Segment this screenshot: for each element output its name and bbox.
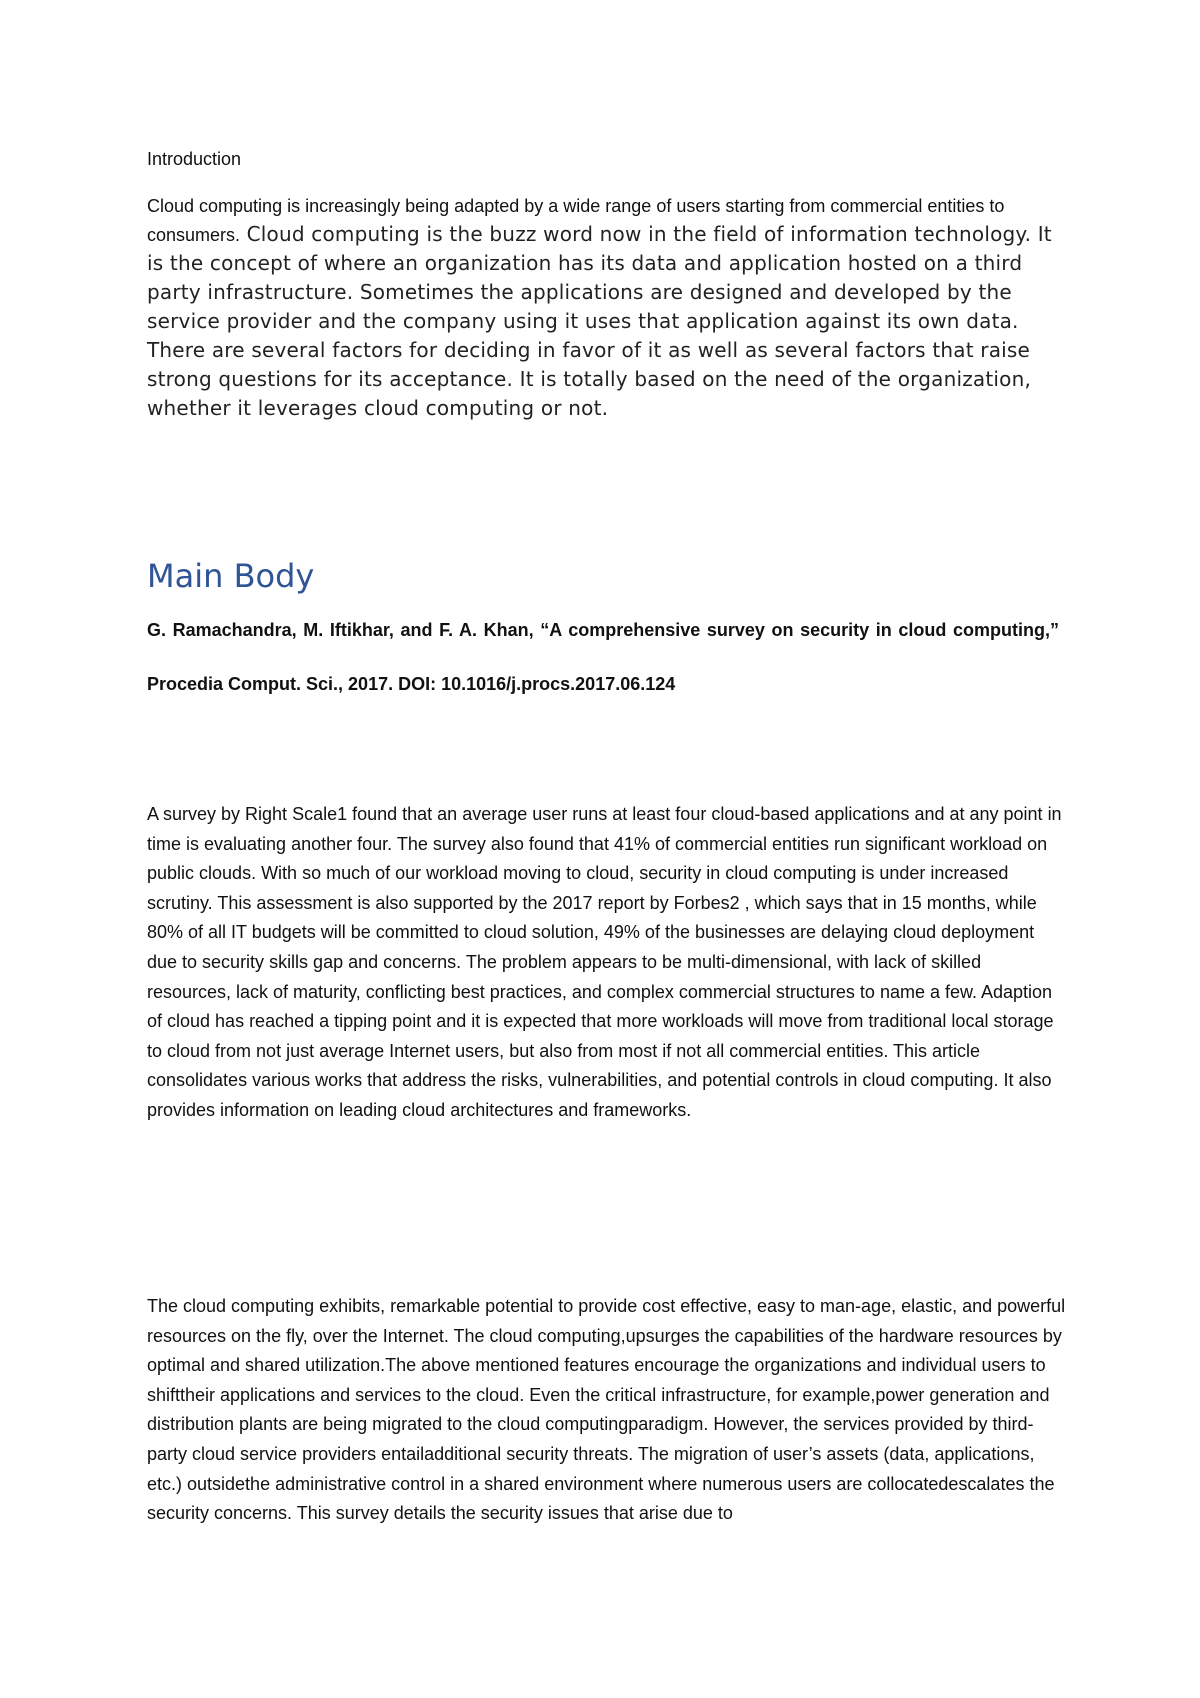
citation-reference: G. Ramachandra, M. Iftikhar, and F. A. Khan, “A comprehensive survey on security in cloud computing,” Procedia Comput. Sci., 2017. DOI: 10.1016/j.procs.2017.06.124 <box>147 620 1059 694</box>
introduction-rest-text: Cloud computing is the buzz word now in the field of information technology. It is the concept of where an organization has its data and application hosted on a third party infrastructure. Sometimes the applications are designed and developed by the service provider and the company using it uses that application against its own data. There are several factors for deciding in favor of it as well as several factors that raise strong questions for its acceptance. It is totally based on the need of the organization, whether it leverages cloud computing or not. <box>147 222 1052 420</box>
introduction-heading: Introduction <box>147 149 242 169</box>
main-body-heading: Main Body <box>147 557 315 595</box>
body-paragraph-1: A survey by Right Scale1 found that an average user runs at least four cloud-based applications and at any point in time is evaluating another four. The survey also found that 41% of commercial entities run significant workload on public clouds. With so much of our workload moving to cloud, security in cloud computing is under increased scrutiny. This assessment is also supported by the 2017 report by Forbes2 , which says that in 15 months, while 80% of all IT budgets will be committed to cloud solution, 49% of the businesses are delaying cloud deployment due to security skills gap and concerns. The problem appears to be multi-dimensional, with lack of skilled resources, lack of maturity, conflicting best practices, and complex commercial structures to name a few. Adaption of cloud has reached a tipping point and it is expected that more workloads will move from traditional local storage to cloud from not just average Internet users, but also from most if not all commercial entities. This article consolidates various works that address the risks, vulnerabilities, and potential controls in cloud computing. It also provides information on leading cloud architectures and frameworks. <box>147 804 1062 1120</box>
introduction-paragraph <box>147 192 1067 423</box>
introduction-lead-text: Cloud computing is increasingly being adapted by a wide range of users starting from commercial entities to consumers. <box>147 196 1005 245</box>
body-paragraph-2: The cloud computing exhibits, remarkable potential to provide cost effective, easy to man-age, elastic, and powerful resources on the fly, over the Internet. The cloud computing,upsurges the capabilities of the hardware resources by optimal and shared utilization.The above mentioned features encourage the organizations and individual users to shifttheir applications and services to the cloud. Even the critical infrastructure, for example,power generation and distribution plants are being migrated to the cloud computingparadigm. However, the services provided by third-party cloud service providers entailadditional security threats. The migration of user’s assets (data, applications, etc.) outsidethe administrative control in a shared environment where numerous users are collocatedescalates the security concerns. This survey details the security issues that arise due to <box>147 1296 1066 1524</box>
